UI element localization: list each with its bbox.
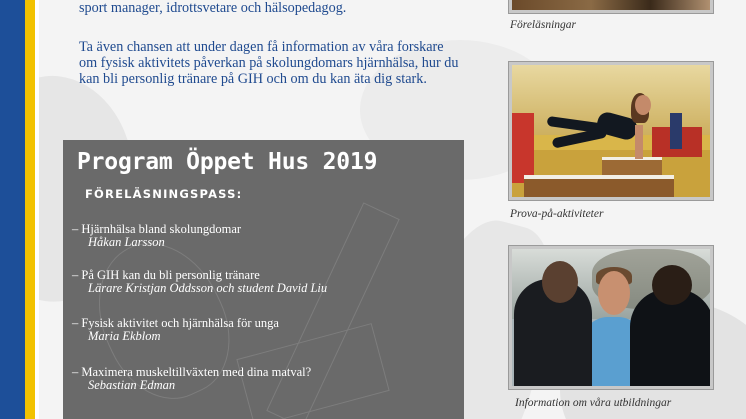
education-info-photo-caption: Information om våra utbildningar — [515, 397, 672, 409]
lecture-session — [72, 223, 241, 249]
education-info-photo — [508, 245, 714, 390]
program-subtitle: FÖRELÄSNINGSPASS: — [85, 187, 243, 201]
session-title: – På GIH kan du bli personlig tränare — [72, 268, 260, 282]
lectures-photo-image — [512, 0, 710, 10]
session-title: – Hjärnhälsa bland skolungdomar — [72, 222, 242, 236]
flag-stripe-white — [35, 0, 39, 419]
session-title: – Maximera muskeltillväxten med dina matval? — [72, 365, 312, 379]
education-info-photo-image — [512, 249, 710, 386]
lecture-session — [72, 317, 279, 343]
activities-photo-image — [512, 65, 710, 197]
lectures-photo — [508, 0, 714, 14]
lecture-session — [72, 269, 327, 295]
intro-paragraph-continued: sport manager, idrottsvetare och hälsopedagog. — [79, 0, 347, 16]
program-title: Program Öppet Hus 2019 — [77, 149, 378, 175]
session-speaker: Maria Ekblom — [88, 329, 161, 343]
flag-stripe-yellow — [25, 0, 35, 419]
lectures-photo-caption: Föreläsningar — [510, 19, 577, 31]
program-box — [63, 140, 464, 419]
flag-stripe-blue — [0, 0, 25, 419]
lecture-session — [72, 366, 311, 392]
intro-paragraph: Ta även chansen att under dagen få information av våra forskare om fysisk aktivitets påverkan på skolungdomars hjärnhälsa, hur du kan bli personlig tränare på GIH och om du kan äta dig stark. — [79, 39, 459, 87]
session-title: – Fysisk aktivitet och hjärnhälsa för unga — [72, 316, 279, 330]
session-speaker: Sebastian Edman — [88, 378, 176, 392]
activities-photo — [508, 61, 714, 201]
session-speaker: Lärare Kristjan Oddsson och student David Liu — [88, 281, 328, 295]
session-speaker: Håkan Larsson — [88, 235, 165, 249]
activities-photo-caption: Prova-på-aktiviteter — [510, 208, 604, 220]
